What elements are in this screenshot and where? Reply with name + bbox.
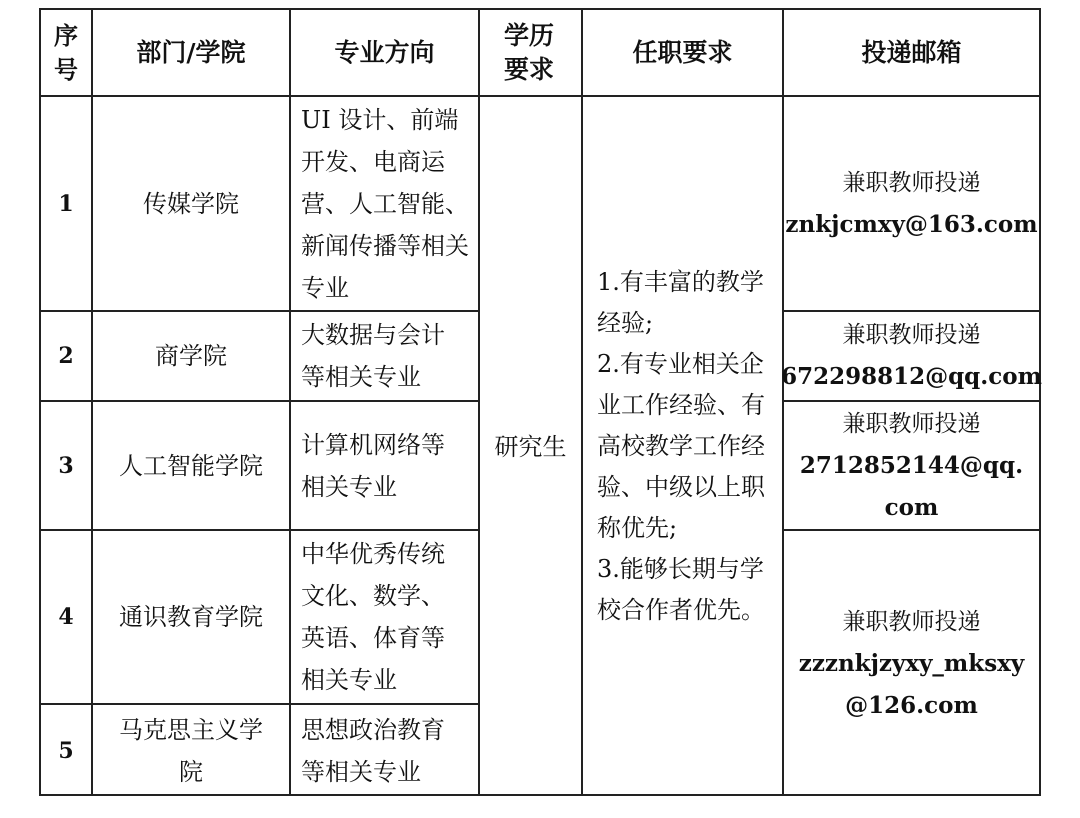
header-index <box>50 10 82 95</box>
header-education <box>500 10 558 95</box>
email-address: zzznkjzyxy_mksxy@126.com <box>798 649 1025 719</box>
dept-name <box>93 312 289 400</box>
email-cell <box>784 531 1039 796</box>
major-direction-text: 中华优秀传统文化、数学、英语、体育等相关专业 <box>301 540 445 694</box>
email-label: 兼职教师投递 <box>842 169 981 196</box>
email-label: 兼职教师投递 <box>842 608 981 635</box>
requirement-item: 1.有丰富的教学经验; <box>597 268 764 337</box>
email-address: 2712852144@qq.com <box>799 451 1024 521</box>
dept-name-text: 人工智能学院 <box>119 451 263 480</box>
dept-name-text: 传媒学院 <box>143 189 239 218</box>
email-label: 兼职教师投递 <box>842 322 981 348</box>
dept-name <box>93 705 289 796</box>
row-index-text: 2 <box>58 343 74 369</box>
row-index-text: 1 <box>58 190 74 217</box>
row-index <box>41 312 91 400</box>
dept-name <box>93 531 289 703</box>
header-dept-text: 部门/学院 <box>136 37 246 67</box>
header-index-text: 序号 <box>54 21 78 84</box>
email-address: znkjcmxy@163.com <box>785 210 1038 238</box>
requirements-list <box>597 262 773 631</box>
dept-name-text: 马克思主义学院 <box>119 715 263 786</box>
requirement-item: 3.能够长期与学校合作者优先。 <box>597 555 765 624</box>
major-direction <box>291 402 478 529</box>
email-address: 672298812@qq.com <box>781 363 1042 390</box>
header-major-text: 专业方向 <box>334 37 435 67</box>
job-requirements <box>583 97 782 796</box>
major-direction <box>291 705 478 796</box>
header-requirements-text: 任职要求 <box>632 37 733 67</box>
major-direction-text: UI 设计、前端开发、电商运营、人工智能、新闻传播等相关专业 <box>301 105 469 302</box>
email-label: 兼职教师投递 <box>842 410 981 437</box>
header-requirements <box>583 10 782 95</box>
row-index-text: 3 <box>58 452 74 479</box>
row-index <box>41 402 91 529</box>
row-index <box>41 97 91 310</box>
row-index <box>41 705 91 796</box>
dept-name-text: 通识教育学院 <box>119 603 263 631</box>
email-cell <box>784 97 1039 310</box>
major-direction-text: 思想政治教育等相关专业 <box>301 715 445 786</box>
major-direction <box>291 531 478 703</box>
header-email-text: 投递邮箱 <box>861 37 962 67</box>
major-direction <box>291 312 478 400</box>
row-index <box>41 531 91 703</box>
dept-name-text: 商学院 <box>155 342 227 370</box>
email-cell <box>781 312 1042 400</box>
major-direction <box>291 97 478 310</box>
requirement-item: 2.有专业相关企业工作经验、有高校教学工作经验、中级以上职称优先; <box>597 350 765 542</box>
row-index-text: 5 <box>58 737 74 764</box>
dept-name <box>93 97 289 310</box>
education-requirement <box>480 97 581 796</box>
header-email <box>784 10 1039 95</box>
education-requirement-text: 研究生 <box>494 432 567 461</box>
major-direction-text: 大数据与会计等相关专业 <box>301 321 445 391</box>
header-education-text: 学历要求 <box>503 20 554 84</box>
dept-name <box>93 402 289 529</box>
header-dept <box>93 10 289 95</box>
header-major <box>291 10 478 95</box>
major-direction-text: 计算机网络等相关专业 <box>301 430 445 501</box>
row-index-text: 4 <box>58 604 74 630</box>
email-cell <box>784 402 1039 529</box>
